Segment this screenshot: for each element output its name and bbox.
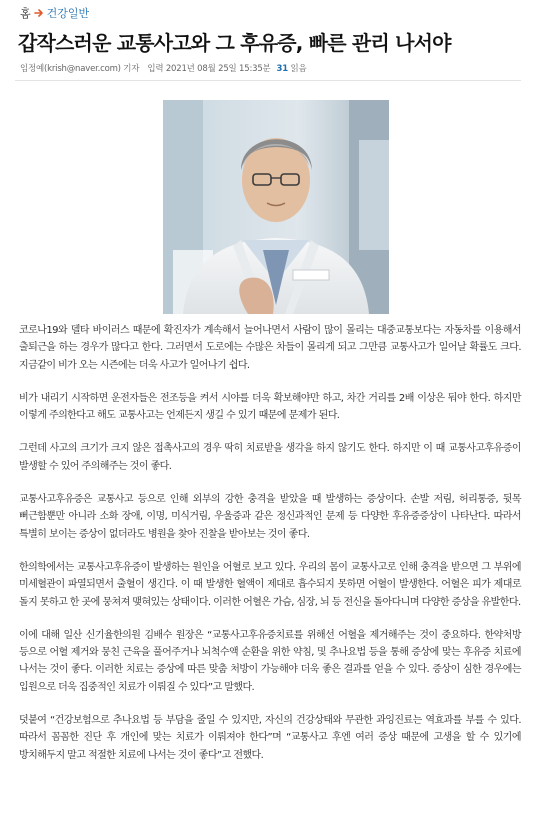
article-paragraph: 코로나19와 델타 바이러스 때문에 확진자가 계속해서 늘어나면서 사람이 많이 몰리는 대중교통보다는 자동차를 이용해서 출퇴근을 하는 경우가 많다고 한다. 그러면서 도로에는 수많은 차들이 몰리게 되고 그만큼 교통사고가 일어날 확률도 크다. 지금같이 비가 오는 시즌에는 더욱 사고가 일어나기 쉽다. [19, 325, 521, 371]
published-date: 입력 2021년 08월 25일 15:35분 [147, 64, 271, 74]
article-body [19, 322, 521, 780]
article-paragraph: 교통사고후유증은 교통사고 등으로 인해 외부의 강한 충격을 받았을 때 발생하는 증상이다. 손발 저림, 허리통증, 뒷목 뻐근함뿐만 아니라 소화 장애, 이명, 미식거림, 우울증과 같은 정신과적인 문제 등 다양한 후유증증상이 나타난다. 따라서 특별히 보이는 증상이 없더라도 병원을 찾아 진찰을 받아보는 것이 좋다. [19, 494, 521, 540]
article-title: 갑작스러운 교통사고와 그 후유증, 빠른 관리 나서야 [18, 31, 451, 55]
breadcrumb-section-link[interactable]: 건강일반 [46, 7, 90, 20]
breadcrumb-home-link[interactable]: 홈 [20, 7, 31, 20]
article-paragraph: 비가 내리기 시작하면 운전자들은 전조등을 켜서 시야를 더욱 확보해야만 하고, 차간 거리를 2배 이상은 둬야 한다. 하지만 이렇게 주의한다고 해도 교통사고는 언제든지 생길 수 있기 때문에 문제가 된다. [19, 392, 521, 422]
breadcrumb [20, 4, 89, 22]
arrow-right-icon [33, 7, 45, 19]
views-count: 31 [276, 64, 288, 74]
views-label: 읽음 [290, 64, 307, 74]
author-byline: 임정예(krish@naver.com) 기자 [20, 64, 140, 74]
article-paragraph: 덧붙여 “건강보험으로 추나요법 등 부담을 줄일 수 있지만, 자신의 건강상태와 무관한 과잉진료는 역효과를 부를 수 있다. 따라서 꼼꼼한 진단 후 개인에 맞는 치료가 이뤄져야 한다”며 “교통사고 후엔 여러 증상 때문에 고생을 할 수 있기에 방치해두지 말고 적절한 치료에 나서는 것이 좋다”고 전했다. [19, 715, 521, 761]
article-paragraph: 한의학에서는 교통사고후유증이 발생하는 원인을 어혈로 보고 있다. 우리의 몸이 교통사고로 인해 충격을 받으면 그 부위에 미세혈관이 파열되면서 출혈이 생긴다. 이 때 발생한 혈액이 제대로 흡수되지 못하면 어혈이 발생한다. 어혈은 피가 제대로 돌지 못하고 한 곳에 뭉쳐져 맺혀있는 상태이다. 이러한 어혈은 가슴, 심장, 뇌 등 전신을 돌아다니며 다양한 증상을 유발한다. [19, 561, 521, 608]
title-divider [15, 80, 521, 81]
article-paragraph: 이에 대해 일산 신기율한의원 김배수 원장은 “교통사고후유증치료를 위해선 어혈을 제거해주는 것이 중요하다. 한약처방 등으로 어혈 제거와 뭉친 근육을 풀어주거나 뇌척수액 순환을 위한 약침, 및 추나요법 등을 통해 증상에 맞는 후유증 치료에 나서는 것이 좋다. 이러한 치료는 증상에 따른 맞춤 처방이 가능해야 더욱 좋은 결과를 얻을 수 있다. 증상이 심한 경우에는 입원으로 더욱 집중적인 치료가 이뤄질 수 있다”고 말했다. [19, 629, 521, 693]
article-paragraph: 그런데 사고의 크기가 크지 않은 접촉사고의 경우 딱히 치료받을 생각을 하지 않기도 한다. 하지만 이 때 교통사고후유증이 발생할 수 있어 주의해주는 것이 좋다. [19, 443, 521, 472]
article-meta [20, 62, 307, 74]
doctor-photo [163, 100, 389, 314]
